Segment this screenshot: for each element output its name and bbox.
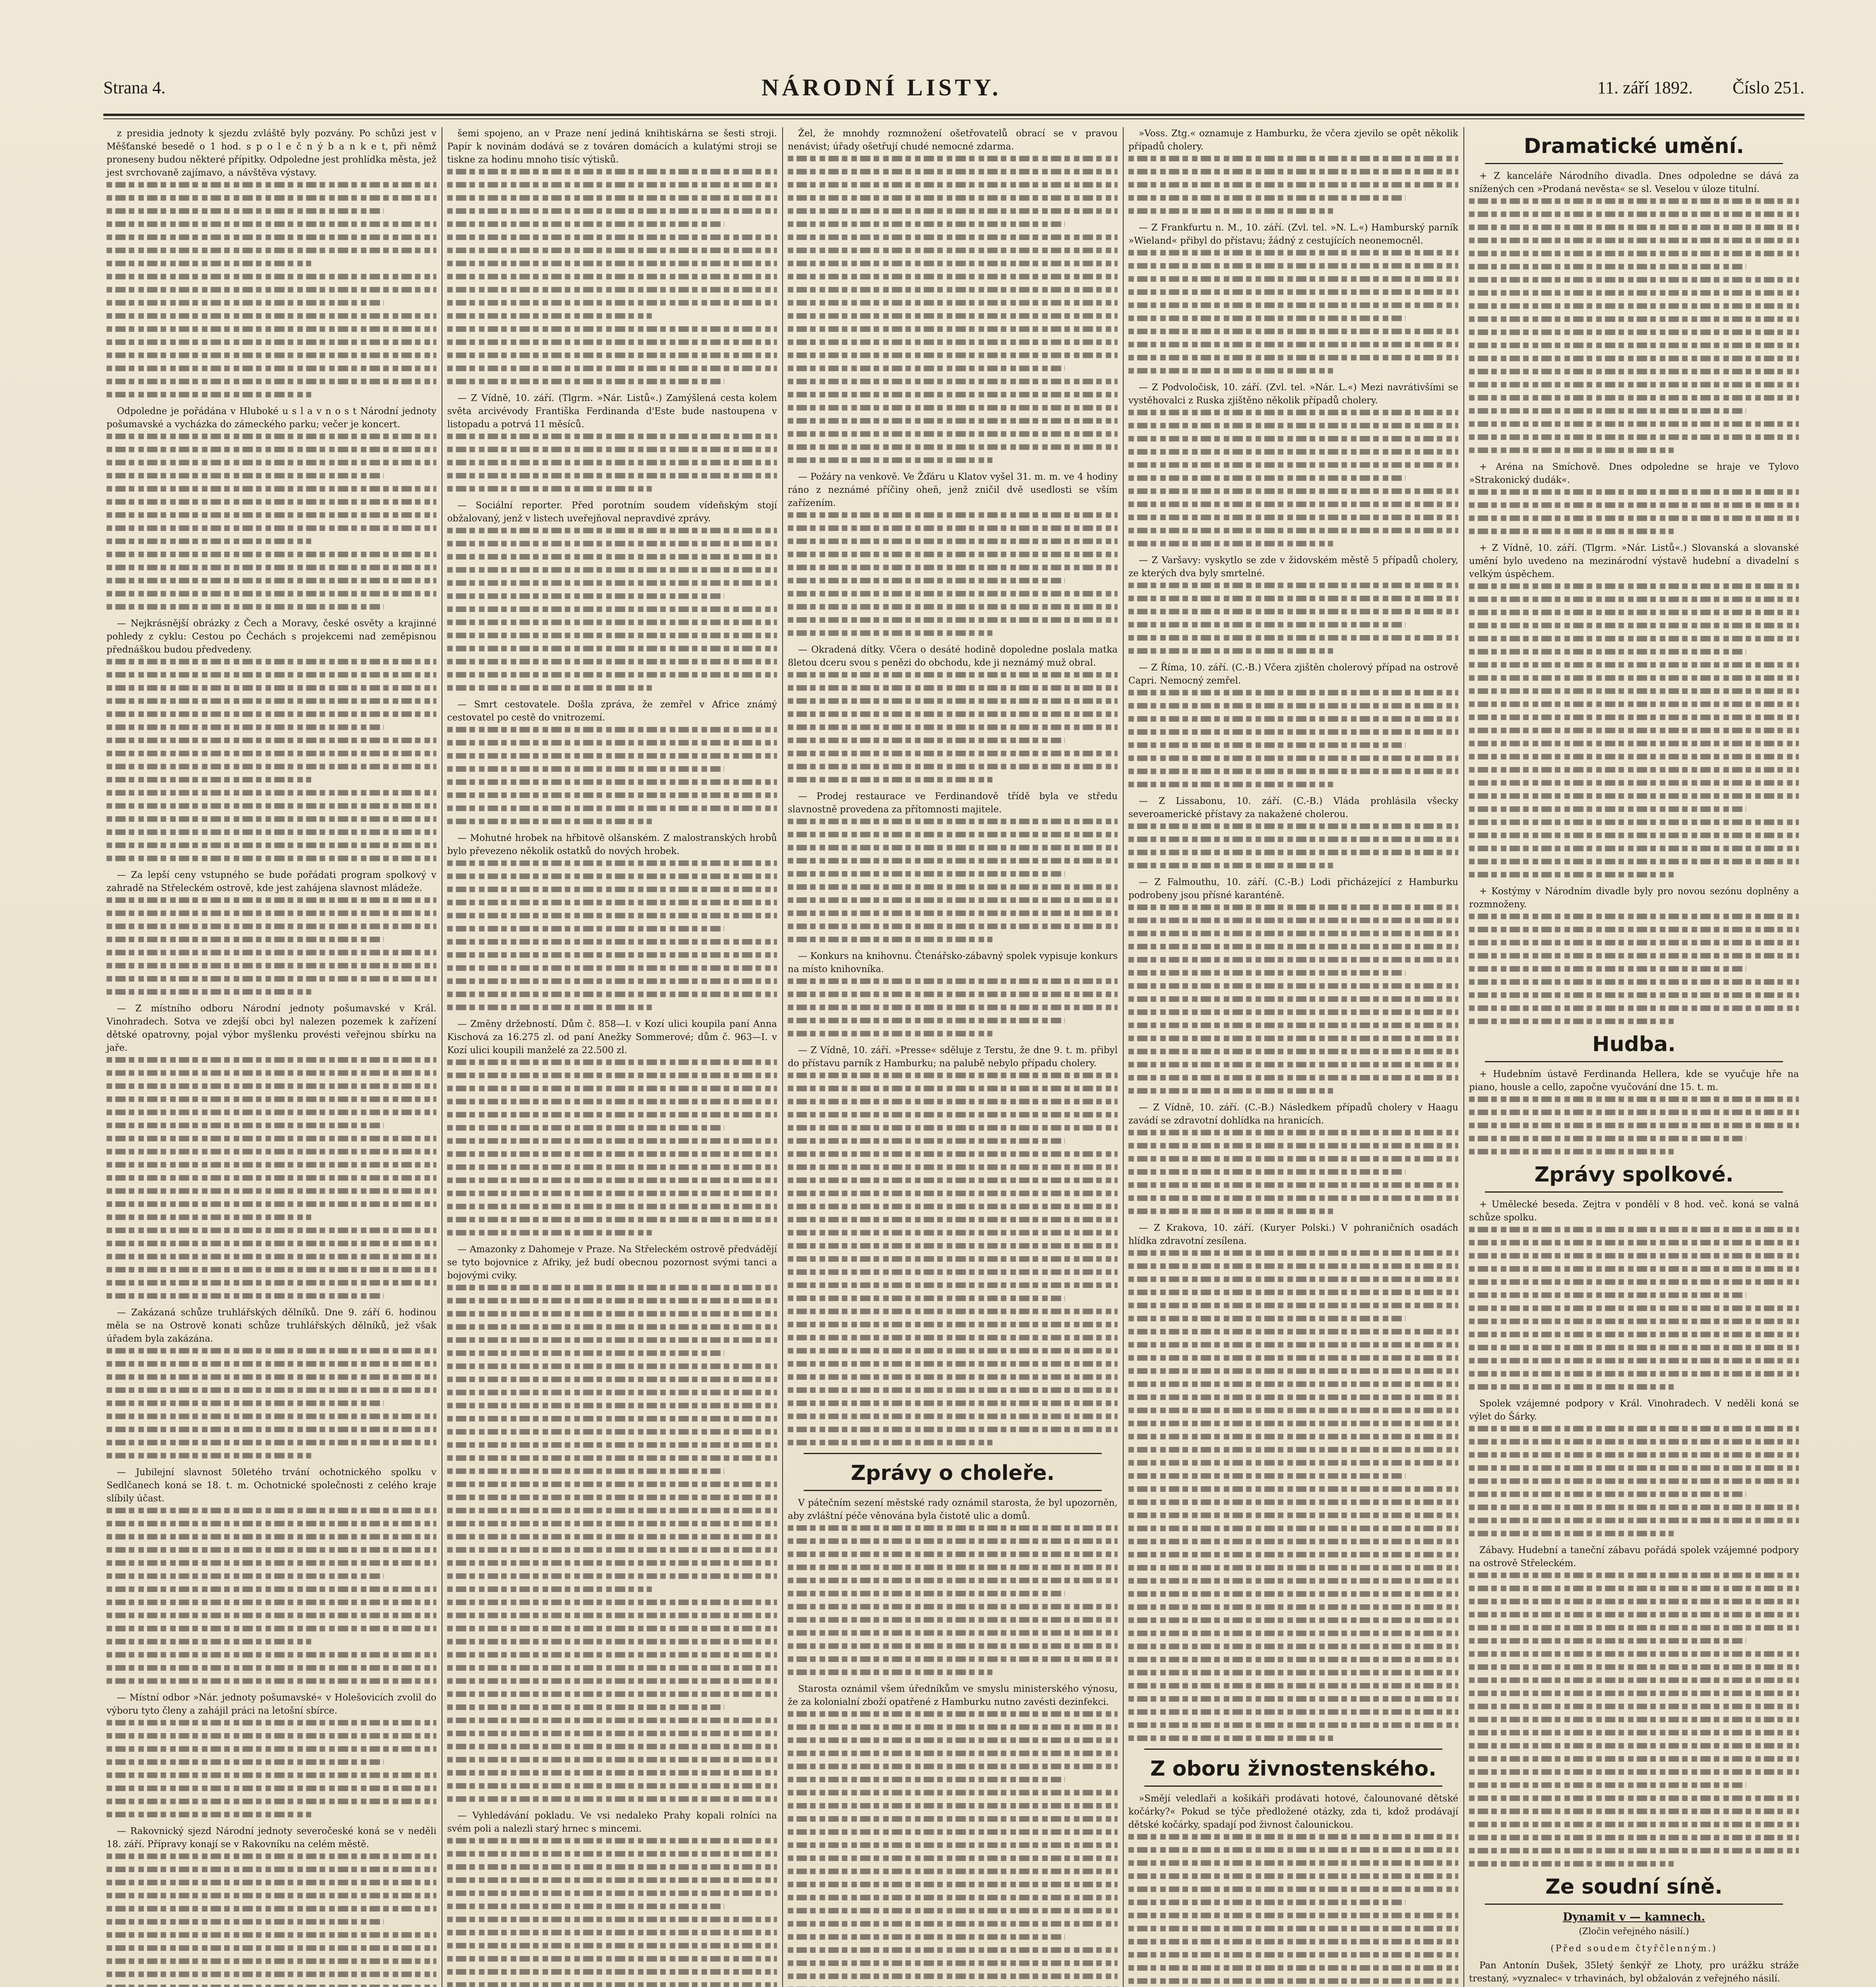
column-5 [1469,127,1799,1987]
section-rule [1485,1061,1783,1062]
text-block [1469,914,1799,1024]
text-block [447,860,777,1010]
text-block [447,434,777,492]
section-heading-cholera: Zprávy o choleře. [851,1461,1055,1485]
article-paragraph: — Nejkrásnější obrázky z Čech a Moravy, české osvěty a krajinné pohledy z cyklu: Cestou po Čechách s projekcemi nad zeměpisnou přednáškou budou předvedeny. [107,618,436,655]
article-paragraph: — Jubilejní slavnost 50letého trvání ochotnického spolku v Sedlčanech koná se 18. t. m. Ochotnické společnosti z celého kraje slíbily účast. [107,1467,436,1504]
text-block [107,1057,436,1299]
section-heading-trade: Z oboru živnostenského. [1150,1757,1436,1781]
article-paragraph: — Z Krakova, 10. září. (Kuryer Polski.) V pohraničních osadách hlídka zdravotní zesílena. [1128,1223,1458,1246]
article-paragraph: — Prodej restaurace ve Ferdinandově třídě byla ve středu slavnostně provedena za přítomnosti majitele. [788,791,1118,815]
article-paragraph: — Z Falmouthu, 10. září. (C.-B.) Lodi přicházející z Hamburku podrobeny jsou přísné karanténě. [1128,877,1458,901]
text-block [107,182,436,397]
text-block [1469,1227,1799,1390]
article-paragraph: Pan Antonín Dušek, 35letý šenkýř ze Lhoty, pro urážku stráže trestaný, »vyznalec« v trhavinách, byl obžalován z veřejného násilí. [1469,1960,1799,1984]
column-4 [1128,127,1458,1987]
section-rule [804,1453,1102,1454]
article-paragraph: — Z Podvoločisk, 10. září. (Zvl. tel. »Nár. L.«) Mezi navrátivšími se vystěhovalci z Ruska zjištěno několik případů cholery. [1128,382,1458,406]
text-block [1128,583,1458,654]
article-paragraph: + Hudebním ústavě Ferdinanda Hellera, kde se vyučuje hře na piano, housle a cello, započne vyučování dne 15. t. m. [1469,1069,1799,1092]
article-paragraph: Zábavy. Hudební a taneční zábavu pořádá spolek vzájemné podpory na ostrově Střeleckém. [1469,1545,1799,1569]
article-paragraph: »Voss. Ztg.« oznamuje z Hamburku, že včera zjevilo se opět několik případů cholery. [1128,128,1458,152]
section-rule [1144,1786,1442,1787]
article-headline: Dynamit v — kamnech. [1562,1910,1705,1923]
text-block [1128,410,1458,546]
text-block [447,1059,777,1236]
article-paragraph: Odpoledne je pořádána v Hluboké u s l a v n o s t Národní jednoty pošumavské a vycházka do zámeckého parku; večer je koncert. [107,406,436,430]
article-paragraph: — Okradená dítky. Včera o desáté hodině dopoledne poslala matka 8letou dceru svou s penězi do obchodu, kde ji neznámý muž obral. [788,645,1118,668]
text-block [447,169,777,384]
text-block [1469,1426,1799,1536]
article-paragraph: — Vyhledávání pokladu. Ve vsi nedaleko Prahy kopali rolníci na svém poli a nalezli starý hrnec s mincemi. [447,1811,777,1834]
text-block [1469,489,1799,534]
text-block [107,1853,436,1987]
column-divider [782,127,783,1987]
text-block [1128,1834,1458,1987]
column-1 [107,127,436,1987]
article-paragraph: — Z Vídně, 10. září. (C.-B.) Následkem případů cholery v Haagu zavádí se zdravotní dohlídka na hranicích. [1128,1102,1458,1126]
text-block [1128,250,1458,374]
text-block [788,819,1118,942]
text-block [788,1711,1118,1987]
article-paragraph: Spolek vzájemné podpory v Král. Vinohradech. V neděli koná se výlet do Šárky. [1469,1398,1799,1422]
article-paragraph: Žel, že mnohdy rozmnožení ošetřovatelů obrací se v pravou nenávist; úřady ošetřují chudé nemocné zdarma. [788,128,1118,152]
text-block [107,1720,436,1817]
article-paragraph: Starosta oznámil všem úředníkům ve smyslu ministerského výnosu, že za kolonialní zboží opatřené z Hamburku nutno zavésti dezinfekci. [788,1684,1118,1707]
text-block [447,1285,777,1802]
masthead-rule-thin [103,118,1804,119]
article-paragraph: — Z Frankfurtu n. M., 10. září. (Zvl. tel. »N. L.«) Hamburský parník »Wieland« přibyl do přístavu; žádný z cestujících neonemocněl. [1128,223,1458,246]
issue-date: 11. září 1892. [1597,77,1693,97]
text-block [107,897,436,995]
masthead-rule [103,114,1804,116]
text-block [1469,583,1799,877]
article-paragraph: — Zakázaná schůze truhlářských dělníků. Dne 9. září 6. hodinou měla se na Ostrově konati schůze truhlářských dělníků, jež však úřadem byla zakázána. [107,1307,436,1344]
text-block [107,1508,436,1684]
text-block [1128,156,1458,214]
text-block [107,434,436,610]
section-heading-court: Ze soudní síně. [1545,1875,1723,1899]
text-block [1128,690,1458,787]
text-block [447,727,777,824]
text-block [107,1348,436,1458]
text-block [1469,1096,1799,1154]
article-paragraph: + Umělecké beseda. Zejtra v pondělí v 8 hod. več. koná se valná schůze spolku. [1469,1199,1799,1223]
article-paragraph: »Smějí veledlaři a košikáři prodávati hotové, čalounované dětské kočárky?« Pokud se týče předložené otázky, zda ti, kdož prodávají dětské kočárky, spadají pod živnost čalounickou. [1128,1793,1458,1830]
issue-number: Číslo 251. [1733,77,1804,97]
section-rule [1485,163,1783,164]
article-subnote: (Před soudem čtyřčlenným.) [1550,1944,1717,1954]
text-block [107,659,436,861]
article-paragraph: — Sociální reporter. Před porotním soudem vídeňským stojí obžalovaný, jenž v listech uveřejňoval nepravdivé zprávy. [447,500,777,524]
text-block [447,1838,777,1987]
article-paragraph: — Místní odbor »Nár. jednoty pošumavské« v Holešovicích zvolil do výboru tyto členy a zahájil práci na letošní sbírce. [107,1693,436,1716]
article-paragraph: z presidia jednoty k sjezdu zvláště byly pozvány. Po schůzi jest v Měšťanské besedě o 1 hod. s p o l e č n ý b a n k e t, při němž proneseny budou některé přípitky. Odpoledne jest prohlídka města, jež jest svrchovaně zajímavo, a návštěva výstavy. [107,128,436,178]
column-divider [1463,127,1464,1987]
text-block [1128,1250,1458,1741]
text-block [788,978,1118,1036]
article-paragraph: + Z Vídně, 10. září. (Tlgrm. »Nár. Listů«.) Slovanská a slovanské umění bylo uvedeno na mezinárodní výstavě hudební a divadelní s velkým úspěchem. [1469,543,1799,579]
section-rule [1485,1191,1783,1193]
text-block [1128,823,1458,868]
masthead-right [1597,77,1804,98]
text-block [788,512,1118,636]
article-paragraph: — Za lepší ceny vstupného se bude pořádati program spolkový v zahradě na Střeleckém ostrově, kde jest zahájena slavnost mládeže. [107,870,436,893]
masthead [103,64,1804,111]
article-paragraph: — Rakovnický sjezd Národní jednoty severočeské koná se v neděli 18. září. Přípravy konají se v Rakovníku na celém městě. [107,1826,436,1849]
article-paragraph: + Aréna na Smíchově. Dnes odpoledne se hraje ve Tylovo »Strakonický dudák«. [1469,462,1799,485]
article-subnote: (Zločin veřejného násilí.) [1579,1927,1689,1937]
article-paragraph: — Z Říma, 10. září. (C.-B.) Včera zjištěn cholerový případ na ostrově Capri. Nemocný zemřel. [1128,662,1458,686]
article-paragraph: — Z Vídně, 10. září. »Presse« sděluje z Terstu, že dne 9. t. m. přibyl do přístavu parník z Hamburku; na palubě nebylo případu cholery. [788,1045,1118,1069]
section-rule [1485,1904,1783,1905]
text-block [1128,904,1458,1094]
column-3 [788,127,1118,1987]
section-heading-societies: Zprávy spolkové. [1534,1163,1734,1187]
section-heading-drama: Dramatické umění. [1523,134,1744,158]
text-block [1128,1130,1458,1214]
article-paragraph: + Z kanceláře Národního divadla. Dnes odpoledne se dává za snížených cen »Prodaná nevěsta« se sl. Veselou v úloze titulní. [1469,171,1799,194]
text-block [447,528,777,691]
text-block [788,156,1118,463]
article-paragraph: — Smrt cestovatele. Došla zpráva, že zemřel v Africe známý cestovatel po cestě do vnitrozemí. [447,699,777,723]
column-2 [447,127,777,1987]
text-block [1469,1573,1799,1867]
text-block [788,1525,1118,1675]
page-number: Strana 4. [103,77,166,97]
text-block [1469,198,1799,453]
article-paragraph: — Konkurs na knihovnu. Čtenářsko-zábavný spolek vypisuje konkurs na místo knihovníka. [788,951,1118,974]
text-block [788,1073,1118,1445]
article-paragraph: — Požáry na venkově. Ve Žďáru u Klatov vyšel 31. m. m. ve 4 hodiny ráno z neznámé příčiny oheň, jenž zničil dvě usedlosti se vším zařízením. [788,472,1118,508]
article-paragraph: — Z Lissabonu, 10. září. (C.-B.) Vláda prohlásila všecky severoamerické přístavy za nakažené cholerou. [1128,796,1458,819]
text-block [788,672,1118,782]
article-paragraph: — Mohutné hrobek na hřbitově olšanském. Z malostranských hrobů bylo převezeno několik ostatků do nových hrobek. [447,833,777,856]
article-paragraph: — Z místního odboru Národní jednoty pošumavské v Král. Vinohradech. Sotva ve zdejší obci byl nalezen pozemek k zařízení dětské opatrovny, pojal výbor myšlenku provésti veřejnou sbírku na jaře. [107,1003,436,1053]
section-heading-music: Hudba. [1592,1032,1676,1056]
article-paragraph: — Z Varšavy: vyskytlo se zde v židovském městě 5 případů cholery, ze kterých dva byly smrtelné. [1128,555,1458,579]
article-paragraph: + Kostýmy v Národním divadle byly pro novou sezónu doplněny a rozmnoženy. [1469,886,1799,910]
article-paragraph: — Amazonky z Dahomeje v Praze. Na Střeleckém ostrově předvádějí se tyto bojovnice z Afriky, jež budí obecnou pozornost svými tanci a bojovými cviky. [447,1244,777,1281]
column-divider [1123,127,1124,1987]
section-rule [804,1490,1102,1491]
article-paragraph: — Změny držebností. Dům č. 858—I. v Kozí ulici koupila paní Anna Kischová za 16.275 zl. od paní Anežky Sommerové; dům č. 963—I. v Kozí ulici koupili manželé za 22.500 zl. [447,1019,777,1055]
section-rule [1144,1749,1442,1750]
article-paragraph: — Z Vídně, 10. září. (Tlgrm. »Nár. Listů«.) Zamýšlená cesta kolem světa arcivévody Františka Ferdinanda d'Este bude nastoupena v listopadu a potrvá 11 měsíců. [447,393,777,430]
newspaper-title: NÁRODNÍ LISTY. [761,74,1002,101]
article-paragraph: V pátečním sezení městské rady oznámil starosta, že byl upozorněn, aby zvláštní péče věnována byla čistotě ulic a domů. [788,1498,1118,1521]
article-paragraph: šemi spojeno, an v Praze není jediná knihtiskárna se šesti stroji. Papír k novinám dodává se z továren domácích a kulatými stroji se tiskne za hodinu mnoho tisíc výtisků. [447,128,777,165]
